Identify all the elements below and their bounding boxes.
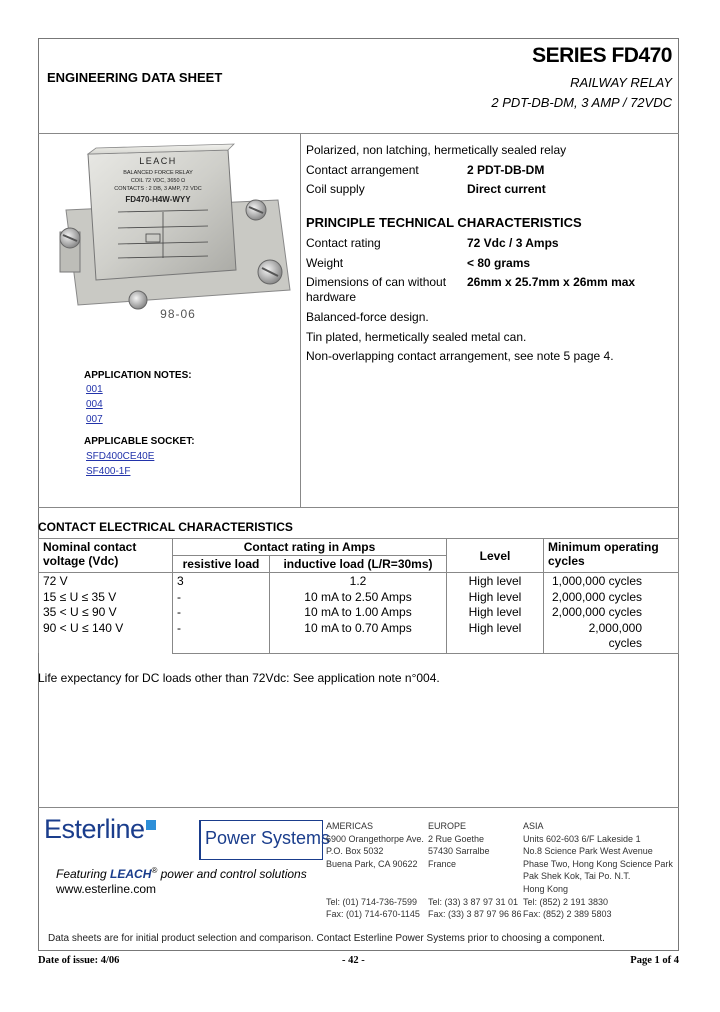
doc-type-title: ENGINEERING DATA SHEET [47, 70, 223, 85]
header-inductive: inductive load (L/R=30ms) [270, 556, 447, 573]
socket-link[interactable]: SFD400CE40E [86, 451, 155, 462]
header-resistive: resistive load [173, 556, 270, 573]
spec-value: < 80 grams [467, 256, 531, 270]
cell-voltage: 72 V 15 ≤ U ≤ 35 V 35 < U ≤ 90 V 90 < U ≤ 140 V [39, 573, 173, 654]
header-nominal: Nominal contact voltage (Vdc) [39, 539, 173, 573]
cell-cycles: 1,000,000 cycles 2,000,000 cycles 2,000,000 cycles 2,000,000 cycles [544, 573, 679, 654]
page-center-number: - 42 - [342, 955, 365, 966]
series-title: SERIES FD470 [532, 44, 672, 67]
table-row [39, 573, 679, 654]
application-notes-list [86, 382, 103, 427]
europe-address: EUROPE 2 Rue Goethe 57430 Sarralbe France Tel: (33) 3 87 97 31 01 Fax: (33) 3 87 97 96 86 [428, 821, 522, 920]
socket-link[interactable]: SF400-1F [86, 466, 131, 477]
application-note-link[interactable]: 001 [86, 384, 103, 395]
application-notes-title: APPLICATION NOTES: [84, 370, 192, 381]
spec-label: Contact rating [306, 236, 381, 250]
spec-label: Contact arrangement [306, 163, 419, 177]
esterline-logo [44, 814, 156, 845]
relay-model: FD470-H4W-WYY [125, 195, 191, 204]
contact-table-title: CONTACT ELECTRICAL CHARACTERISTICS [38, 520, 293, 534]
relay-line1: BALANCED FORCE RELAY [123, 170, 193, 176]
header-level: Level [447, 539, 544, 573]
spec-value: 72 Vdc / 3 Amps [467, 236, 559, 250]
logo-name: Esterline [44, 814, 145, 844]
cell-resistive: 3 - - - [173, 573, 270, 654]
contact-characteristics-table [38, 538, 679, 654]
issue-date: Date of issue: 4/06 [38, 955, 120, 966]
subtitle-railway: RAILWAY RELAY [570, 75, 672, 90]
page-of: Page 1 of 4 [630, 955, 679, 966]
principle-note: Balanced-force design. [306, 310, 429, 324]
relay-date-code: 98-06 [160, 307, 196, 321]
americas-address: AMERICAS 6900 Orangethorpe Ave. P.O. Box 5032 Buena Park, CA 90622 Tel: (01) 714-736-7599 Fax: (01) 714-670-1145 [326, 821, 424, 920]
spec-label: Dimensions of can without hardware [306, 275, 447, 304]
applicable-socket-title: APPLICABLE SOCKET: [84, 436, 195, 447]
disclaimer: Data sheets are for initial product selection and comparison. Contact Esterline Power Systems prior to choosing a component. [48, 933, 605, 944]
spec-label: Coil supply [306, 182, 365, 196]
spec-value: Direct current [467, 182, 546, 196]
relay-line2: COIL 72 VDC, 3650 Ω [130, 178, 186, 184]
relay-description: Polarized, non latching, hermetically sealed relay [306, 143, 567, 157]
spec-value: 26mm x 25.7mm x 26mm max [467, 275, 636, 289]
tagline: Featuring LEACH® power and control solutions [56, 866, 307, 881]
footer-divider [38, 807, 679, 808]
asia-address: ASIA Units 602-603 6/F Lakeside 1 No.8 Science Park West Avenue Phase Two, Hong Kong Science Park Pak Shek Kok, Tai Po. N.T. Hong Kong Tel: (852) 2 191 3830 Fax: (852) 2 389 5803 [523, 821, 673, 920]
header-rating: Contact rating in Amps [173, 539, 447, 556]
application-note-link[interactable]: 007 [86, 414, 103, 425]
spec-label: Weight [306, 256, 344, 270]
column-divider [300, 133, 301, 507]
website-link[interactable]: www.esterline.com [56, 882, 157, 896]
header-cycles: Minimum operating cycles [544, 539, 679, 573]
principle-title: PRINCIPLE TECHNICAL CHARACTERISTICS [306, 215, 582, 230]
spec-value: 2 PDT-DB-DM [467, 163, 545, 177]
relay-brand: LEACH [139, 156, 177, 166]
section-divider [38, 507, 679, 508]
logo-square-icon [146, 820, 156, 830]
logo-division: Power Systems [205, 828, 331, 848]
relay-line3: CONTACTS : 2 DB, 3 AMP, 72 VDC [114, 186, 202, 192]
cell-level: High level High level High level High level [447, 573, 544, 654]
relay-photo [58, 140, 298, 330]
header-divider [38, 133, 679, 134]
application-note-link[interactable]: 004 [86, 399, 103, 410]
cell-inductive: 1.2 10 mA to 2.50 Amps 10 mA to 1.00 Amps 10 mA to 0.70 Amps [270, 573, 447, 654]
principle-note: Tin plated, hermetically sealed metal can. [306, 330, 527, 344]
table-footnote: Life expectancy for DC loads other than 72Vdc: See application note n°004. [38, 671, 440, 685]
applicable-socket-list [86, 449, 154, 479]
principle-note: Non-overlapping contact arrangement, see note 5 page 4. [306, 349, 614, 363]
subtitle-arrangement: 2 PDT-DB-DM, 3 AMP / 72VDC [491, 95, 672, 110]
